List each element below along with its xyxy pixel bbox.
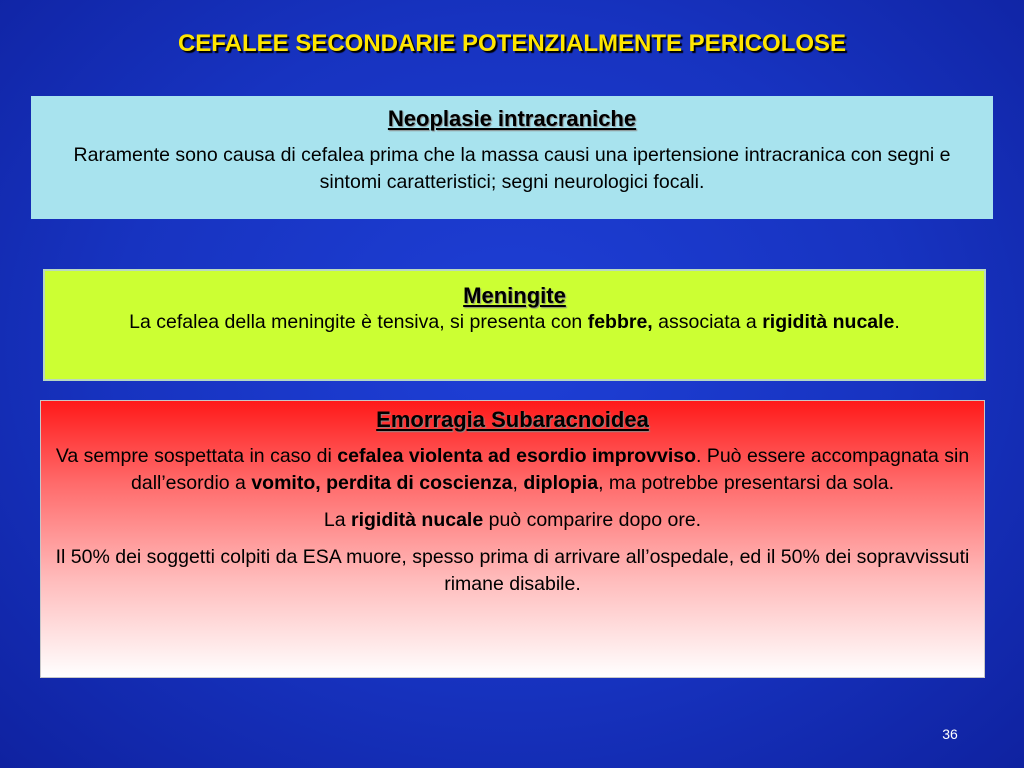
slide-title: CEFALEE SECONDARIE POTENZIALMENTE PERICOLOSE	[177, 30, 847, 57]
meningite-bold-febbre: febbre,	[587, 311, 653, 333]
esa-heading: Emorragia Subaracnoidea	[376, 407, 649, 432]
esa-text-part: ,	[512, 472, 524, 494]
esa-text-part: può comparire dopo ore.	[483, 509, 702, 531]
esa-bold-cefalea: cefalea violenta ad esordio improvviso	[337, 445, 696, 467]
esa-box	[40, 400, 985, 678]
esa-text-part: . Può essere accompagnata sin dall’esordio a	[131, 445, 970, 494]
esa-bold-rigidita: rigidità nucale	[351, 509, 484, 531]
esa-text-part: , ma potrebbe presentarsi da sola.	[598, 472, 894, 494]
meningite-text-part: La cefalea della meningite è tensiva, si presenta con	[129, 311, 588, 333]
meningite-heading: Meningite	[463, 283, 566, 308]
esa-text-part: La	[323, 509, 351, 531]
meningite-text-part: .	[894, 311, 900, 333]
esa-text-part: Va sempre sospettata in caso di	[55, 445, 338, 467]
meningite-text-part: associata a	[652, 311, 763, 333]
neoplasie-text: Raramente sono causa di cefalea prima che la massa causi una ipertensione intracranica con segni e sintomi caratteristici; segni neurologici focali.	[73, 144, 951, 193]
esa-paragraph-1	[51, 443, 974, 497]
neoplasie-box	[31, 96, 993, 219]
esa-bold-diplopia: diplopia	[523, 472, 599, 494]
page-number: 36	[942, 726, 958, 742]
meningite-box	[43, 269, 986, 381]
esa-paragraph-2	[51, 507, 974, 534]
meningite-text	[55, 309, 974, 336]
meningite-bold-rigidita: rigidità nucale	[762, 311, 895, 333]
esa-bold-vomito: vomito, perdita di coscienza	[251, 472, 513, 494]
neoplasie-heading: Neoplasie intracraniche	[387, 106, 637, 131]
esa-paragraph-3: Il 50% dei soggetti colpiti da ESA muore, spesso prima di arrivare all’ospedale, ed il 50% dei sopravvissuti rimane disabile.	[55, 546, 970, 595]
